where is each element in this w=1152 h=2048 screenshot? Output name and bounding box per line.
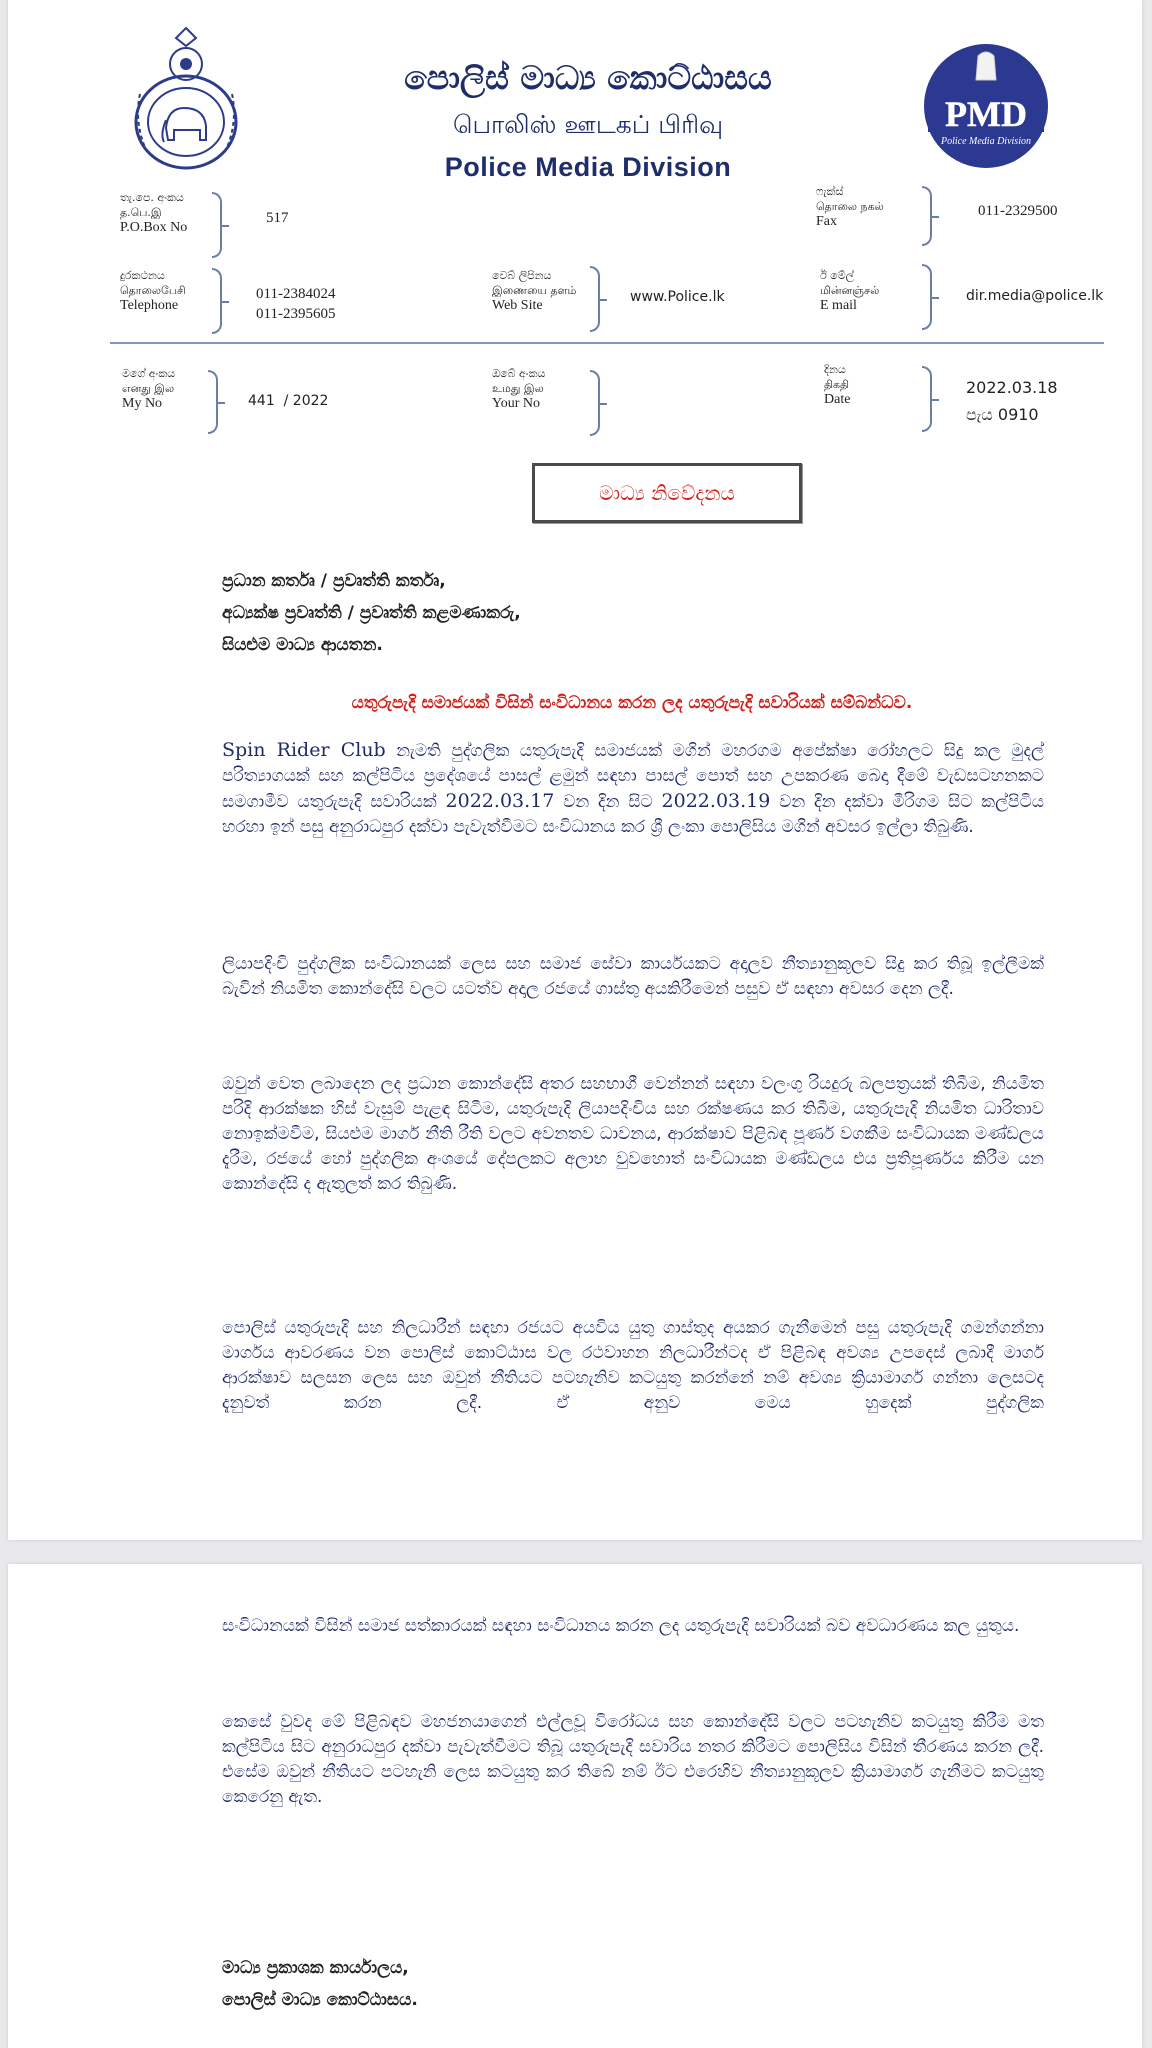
body-paragraph-1: Spin Rider Club නැමති පුද්ගලික යතුරුපැදි සමාජයක් මගින් මහරගම අපේක්ෂා රෝහලට සිදු කල මුදල් පරිත්‍යාගයක් සහ කල්පිටිය ප්‍රදේශයේ පාසල් ළමුන් සඳහා පාසල් පොත් සහ උපකරණ බෙදා දීමේ වැඩසටහනකට සමගාමීව යතුරුපැදි සවාරියක් 2022.03.17 වන දින සිට 2022.03.19 වන දින දක්වා මීරිගම සිට කල්පිටිය හරහා ඉන් පසු අනුරාධපුර දක්වා පැවැත්වීමට සංවිධානය කර ශ්‍රී ලංකා පොලිසිය මගින් අවසර ඉල්ලා තිබුණි. <box>222 739 1044 837</box>
body-paragraph-3: ඔවුන් වෙත ලබාදෙන ලද ප්‍රධාන කොන්දේසි අතර සහභාගී වෙන්නන් සඳහා වලංගු රියදුරු බලපත්‍රයක් තිබීම, නියමිත පරිදි ආරක්ෂක හිස් වැසුම් පැළඳ සිටීම, යතුරුපැදි ලියාපදිංචිය සහ රක්ෂණය කර තිබීම, යතුරුපැදි නියමිත ධාරිතාව නොඉක්මවීම, සියළුම මාර්ග නීති රීති වලට අවනතව ධාවනය, ආරක්ෂාව පිළිබඳ පූර්ණ වගකීම සංවිධායක මණ්ඩලය දැරීම, රජයේ හෝ පුද්ගලික අංශයේ දේපලකට අලාභ වුවහොත් සංවිධායක මණ්ඩලය එය ප්‍රතිපූර්ණය කිරීම යන කොන්දේසි ද ඇතුලත් කර තිබුණි. <box>222 1074 1044 1194</box>
telephone-label: දුරකථනය தொலைபேசி Telephone <box>120 269 186 313</box>
email-label: ඊ මේල් மின்னஞ்சல் E mail <box>820 269 880 313</box>
club-name: Spin Rider Club <box>222 739 386 761</box>
signature-line: මාධ්‍ය ප්‍රකාශක කාර්යාලය, <box>222 1958 409 1978</box>
fax-label: ෆැක්ස් தொலை நகல் Fax <box>816 185 884 229</box>
body-paragraph-2: ලියාපදිංචි පුද්ගලික සංවිධානයක් ලෙස සහ සමාජ සේවා කාර්යයකට අදාලව නීත්‍යානුකූලව සිදු කර තිබූ ඉල්ලීමක් බැවින් නියමිත කොන්දේසි වලට යටත්ව අදාල රජයේ ගාස්තු අයකිරීමෙන් පසුව ඒ සඳහා අවසර දෙන ලදී. <box>222 954 1044 999</box>
body-paragraph-4: පොලිස් යතුරුපැදි සහ නිලධාරීන් සඳහා රජයට අයවිය යුතු ගාස්තුද අයකර ගැනීමෙන් පසු යතුරුපැදි ගමන්ගන්නා මාර්ගය ආවරණය වන පොලිස් කොට්ඨාස වල රථවාහන නිලධාරීන්ටද ඒ පිළිබඳ අවශ්‍ය උපදෙස් ලබාදී මාර්ග ආරක්ෂාව සලසන ලෙස සහ ඔවුන් නීතියට පටහැනිව කටයුතු කරන්නේ නම් අවශ්‍ය ක්‍රියාමාර්ග ගන්නා ලෙසටද දැනුවත් කරන ලදී. ඒ අනුව මෙය හුදෙක් පුද්ගලික <box>222 1318 1044 1413</box>
website-label: වෙබ් ලිපිනය இணையை தளம் Web Site <box>492 269 577 313</box>
po-box-value: 517 <box>266 210 289 226</box>
email-link[interactable]: dir.media@police.lk <box>966 288 1104 304</box>
brace <box>922 186 932 246</box>
website-link[interactable]: www.Police.lk <box>630 289 725 305</box>
brace <box>212 192 222 258</box>
header-title-english: Police Media Division <box>444 152 732 182</box>
start-date: 2022.03.17 <box>445 790 555 812</box>
addressee-line: සියළුම මාධ්‍ය ආයතන. <box>222 635 383 655</box>
addressee-line: ප්‍රධාන කර්තෘ / ප්‍රවෘත්ති කර්තෘ, <box>222 571 446 591</box>
fax-value: 011-2329500 <box>978 203 1058 219</box>
brace <box>590 370 600 436</box>
media-notice-box <box>532 463 802 523</box>
my-no-label: මගේ අංකය எனது இல My No <box>122 367 176 411</box>
body-paragraph-6: කෙසේ වුවද මේ පිළිබඳව මහජනයාගෙන් එල්ලවූ විරෝධය සහ කොන්දේසි වලට පටහැනිව කටයුතු කිරීම මත කල්පිටිය සිට අනුරාධපුර දක්වා පැවැත්වීමට තිබූ යතුරුපැදි සවාරිය නතර කිරීමට පොලිසිය විසින් තීරණය කරන ලදී. එසේම ඔවුන් නීතියට පටහැනි ලෙස කටයුතු කර තිබේ නම් ඊට එරෙහිව නීත්‍යානුකූලව ක්‍රියාමාර්ග ගැනීමට කටයුතු කෙරෙනු ඇත. <box>222 1712 1044 1807</box>
letter-page-1 <box>8 0 1142 1540</box>
brace <box>212 268 222 334</box>
telephone-value-1: 011-2384024 <box>256 286 336 302</box>
addressee-line: අධ්‍යක්ෂ ප්‍රවෘත්ති / ප්‍රවෘත්ති කළමණාකරු, <box>222 603 521 623</box>
date-value: 2022.03.18 <box>966 378 1058 397</box>
pmd-logo-text: PMD <box>945 94 1027 134</box>
time-value: පැය 0910 <box>966 405 1039 424</box>
date-label: දිනය திகதி Date <box>824 363 851 407</box>
signature-block <box>222 1952 418 2016</box>
brace <box>922 264 932 330</box>
brace <box>922 366 932 432</box>
header-divider <box>110 342 1104 344</box>
header-title-tamil: பொலிஸ் ஊடகப் பிரிவு <box>452 110 724 139</box>
brace <box>590 266 600 332</box>
letter-page-2 <box>8 1564 1142 2048</box>
body-paragraph-5: සංවිධානයක් විසින් සමාජ සත්කාරයක් සඳහා සංවිධානය කරන ලද යතුරුපැදි සවාරියක් බව අවධාරණය කල යුතුය. <box>222 1616 1020 1636</box>
po-box-label: තැ.පෙ. අංකය த.பெ.இ P.O.Box No <box>120 191 188 235</box>
header-title-sinhala: පොලිස් මාධ්‍ය කොට්ඨාසය <box>404 58 772 97</box>
media-notice-title: මාධ්‍ය නිවේදනය <box>599 481 735 505</box>
addressee-block <box>222 565 521 661</box>
signature-line: පොලිස් මාධ්‍ය කොට්ඨාසය. <box>222 1990 418 2010</box>
brace <box>208 370 218 434</box>
police-emblem-logo <box>126 24 246 174</box>
subject-line: යතුරුපැදි සමාජයක් විසින් සංවිධානය කරන ලද යතුරුපැදි සවාරියක් සම්බන්ධව. <box>351 693 913 713</box>
my-no-value: 441 / 2022 <box>248 393 329 409</box>
pmd-logo-subtext: Police Media Division <box>941 136 1031 147</box>
your-no-label: ඔබේ අංකය உமது இல Your No <box>492 367 546 411</box>
pmd-logo <box>922 40 1050 172</box>
telephone-value-2: 011-2395605 <box>256 306 336 322</box>
end-date: 2022.03.19 <box>661 790 771 812</box>
